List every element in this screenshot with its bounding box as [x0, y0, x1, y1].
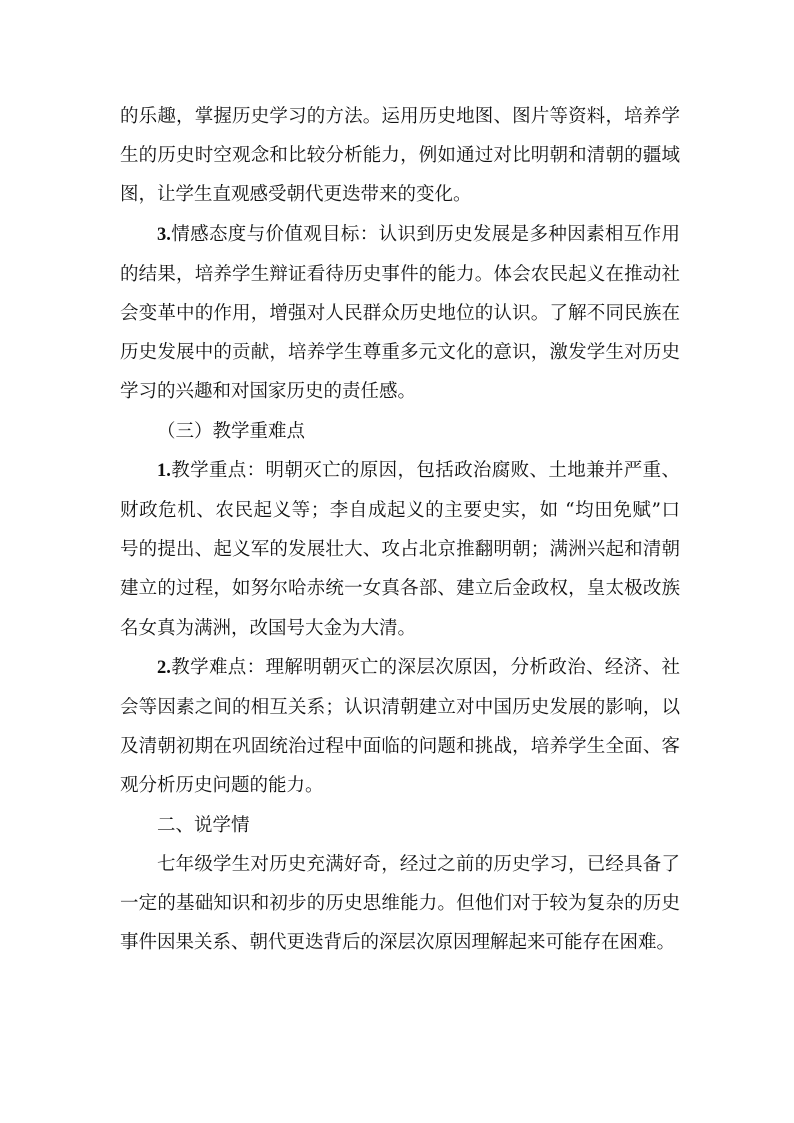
paragraph-text: 教学重点：明朝灭亡的原因，包括政治腐败、土地兼并严重、财政危机、农民起义等；李自成起义的主要史实，如 “均田免赋”口号的提出、起义军的发展壮大、攻占北京推翻明朝；满洲兴起和清朝建立的过程，如努尔哈赤统一女真各部、建立后金政权，皇太极改族名女真为满洲，改国号大金为大清。 [120, 459, 680, 639]
list-number: 2. [157, 657, 171, 678]
paragraph-text: 情感态度与价值观目标：认识到历史发展是多种因素相互作用的结果，培养学生辩证看待历史事件的能力。体会农民起义在推动社会变革中的作用，增强对人民群众历史地位的认识。了解不同民族在历史发展中的贡献，培养学生尊重多元文化的意识，激发学生对历史学习的兴趣和对国家历史的责任感。 [120, 223, 680, 403]
document-body [120, 97, 680, 962]
section-heading-students: 二、说学情 [157, 814, 250, 836]
list-number: 1. [157, 460, 171, 481]
paragraph-text: 七年级学生对历史充满好奇，经过之前的历史学习，已经具备了一定的基础知识和初步的历史思维能力。但他们对于较为复杂的历史事件因果关系、朝代更迭背后的深层次原因理解起来可能存在困难。 [120, 853, 680, 954]
paragraph-key-1 [120, 451, 680, 648]
paragraph-continuation [120, 97, 680, 215]
section-heading-key-points: （三）教学重难点 [157, 420, 306, 442]
paragraph-students [120, 845, 680, 963]
paragraph-key-2 [120, 648, 680, 806]
paragraph-goal-3 [120, 215, 680, 412]
paragraph-text: 的乐趣，掌握历史学习的方法。运用历史地图、图片等资料，培养学生的历史时空观念和比较分析能力，例如通过对比明朝和清朝的疆域图，让学生直观感受朝代更迭带来的变化。 [120, 106, 680, 206]
list-number: 3. [157, 224, 171, 245]
paragraph-text: 教学难点：理解明朝灭亡的深层次原因，分析政治、经济、社会等因素之间的相互关系；认识清朝建立对中国历史发展的影响，以及清朝初期在巩固统治过程中面临的问题和挑战，培养学生全面、客观分析历史问题的能力。 [120, 656, 680, 797]
